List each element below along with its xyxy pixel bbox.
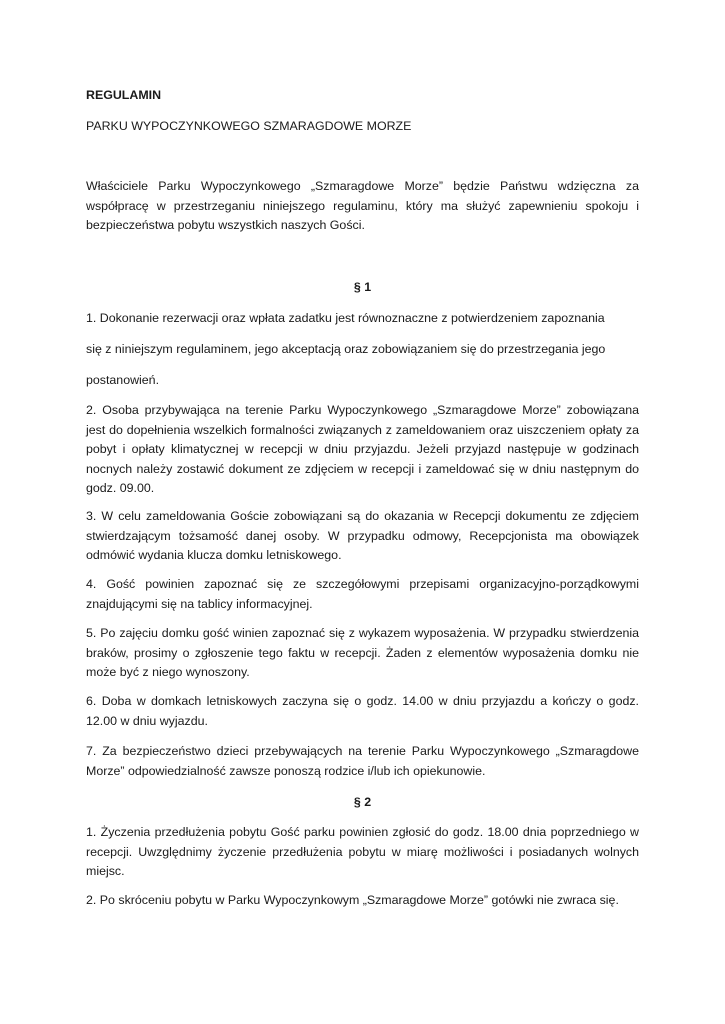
section-1-point-1-line-3: postanowień. xyxy=(86,373,160,387)
section-1-point-7: 7. Za bezpieczeństwo dzieci przebywających na terenie Parku Wypoczynkowego „Szmaragdowe Morze” odpowiedzialność zawsze ponoszą rodzice i/lub ich opiekunowie. xyxy=(86,744,639,778)
section-1-point-1-line-2: się z niniejszym regulaminem, jego akceptacją oraz zobowiązaniem się do przestrzegania jego xyxy=(86,342,606,356)
section-1-point-6: 6. Doba w domkach letniskowych zaczyna się o godz. 14.00 w dniu przyjazdu a kończy o godz. 12.00 w dniu wyjazdu. xyxy=(86,694,639,728)
section-1-point-3: 3. W celu zameldowania Goście zobowiązani są do okazania w Recepcji dokumentu ze zdjęciem stwierdzającym tożsamość danej osoby. W przypadku odmowy, Recepcjonista ma obowiązek odmówić wydania klucza domku letniskowego. xyxy=(86,509,639,562)
intro-paragraph: Właściciele Parku Wypoczynkowego „Szmaragdowe Morze” będzie Państwu wdzięczna za współpracę w przestrzeganiu niniejszego regulaminu, który ma służyć zapewnieniu spokoju i bezpieczeństwa pobytu wszystkich naszych Gości. xyxy=(86,179,639,232)
section-1-point-1-line-1: 1. Dokonanie rezerwacji oraz wpłata zadatku jest równoznaczne z potwierdzeniem zapoznania xyxy=(86,311,605,325)
section-2-heading: § 2 xyxy=(353,795,372,809)
section-1-point-2: 2. Osoba przybywająca na terenie Parku Wypoczynkowego „Szmaragdowe Morze” zobowiązana jest do dopełnienia wszelkich formalności związanych z zameldowaniem oraz uiszczeniem opłaty za pobyt i opłaty klimatycznej w recepcji w dniu przyjazdu. Jeżeli przyjazd następuje w godzinach nocnych należy zostawić dokument ze zdjęciem w recepcji i zameldować się w dniu następnym do godz. 09.00. xyxy=(86,403,639,495)
section-1-point-5: 5. Po zajęciu domku gość winien zapoznać się z wykazem wyposażenia. W przypadku stwierdzenia braków, prosimy o zgłoszenie tego faktu w recepcji. Żaden z elementów wyposażenia domku nie może być z niego wynoszony. xyxy=(86,626,639,679)
section-2-point-2: 2. Po skróceniu pobytu w Parku Wypoczynkowym „Szmaragdowe Morze” gotówki nie zwraca się. xyxy=(86,893,619,907)
section-2-point-1: 1. Życzenia przedłużenia pobytu Gość parku powinien zgłosić do godz. 18.00 dnia poprzedniego w recepcji. Uwzględnimy życzenie przedłużenia pobytu w miarę możliwości i posiadanych wolnych miejsc. xyxy=(86,825,639,878)
section-1-point-4: 4. Gość powinien zapoznać się ze szczegółowymi przepisami organizacyjno-porządkowymi znajdującymi się na tablicy informacyjnej. xyxy=(86,577,639,611)
document-subtitle: PARKU WYPOCZYNKOWEGO SZMARAGDOWE MORZE xyxy=(86,119,412,133)
document-title: REGULAMIN xyxy=(86,88,162,102)
section-1-heading: § 1 xyxy=(353,280,372,294)
